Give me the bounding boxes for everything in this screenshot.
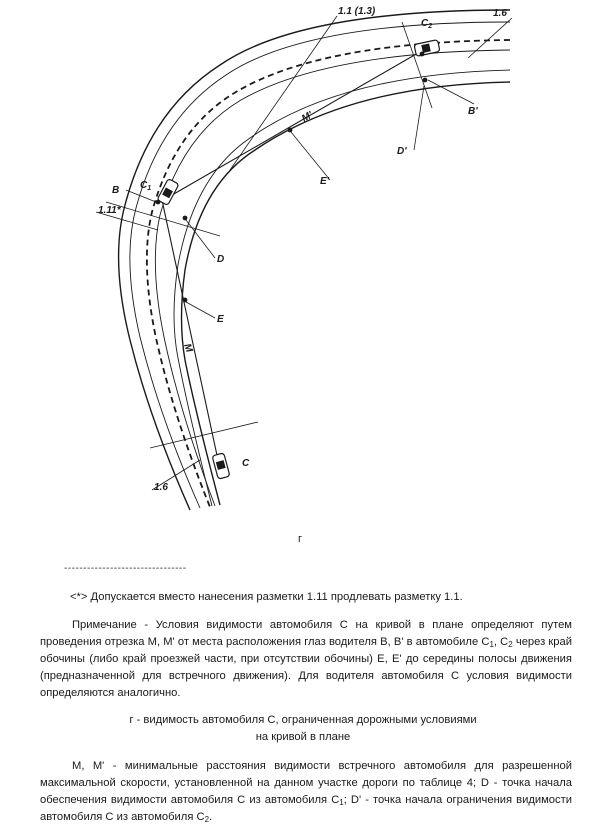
road-outer-shoulder-line [130, 22, 510, 508]
leader-e-prime [291, 132, 330, 180]
cross-line-top [402, 22, 432, 108]
footnote-text: <*> Допускается вместо нанесения разметки 1.11 продлевать разметку 1.1. [70, 591, 463, 603]
label-e-prime: E' [320, 176, 330, 187]
definition-paragraph: M, M' - минимальные расстояния видимости встречного автомобиля для разрешенной максимальной скорости, установленной на данном участке дороги по таблице 4; D - точка начала обеспечения видимости автомобиля C из автомобиля $C_1$; D' - точка начала ограничения видимости автомобиля C из автомобиля $C_2$. [40, 760, 572, 824]
label-marking-bottom: 1.6 [154, 482, 168, 493]
label-b: B [112, 185, 120, 196]
sight-line-m [162, 200, 218, 460]
car-c2 [414, 40, 440, 57]
point-d [183, 216, 188, 221]
road-centre-solid-line [155, 50, 510, 506]
footnote-separator: -------------------------------- [64, 563, 187, 574]
car-c [212, 453, 230, 479]
label-m: M [181, 342, 195, 354]
label-e: E [217, 314, 224, 325]
leader-1-1 [230, 16, 337, 170]
label-marking-top: 1.1 (1.3) [338, 6, 376, 17]
note-paragraph: Примечание - Условия видимости автомобиля C на кривой в плане определяют путем проведения отрезка M, M' от места расположения глаз водителя B, B' в автомобиле $C_1$, $C_2$ через край обочины (либо край проезжей части, при отсутствии обочины) E, E' до середины полосы движения (предназначенной для встречного движения). Для водителя автомобиля C условия видимости определяются аналогично. [40, 619, 572, 699]
point-b [156, 200, 161, 205]
label-c2: $C_2$ [421, 18, 433, 30]
label-c: C [242, 458, 250, 469]
label-b-prime: B' [468, 106, 478, 117]
road-inner-shoulder-line [174, 70, 510, 506]
sight-line-m-prime [160, 53, 418, 202]
road-inner-edge [182, 82, 511, 505]
caption-line-1: г - видимость автомобиля C, ограниченная дорожными условиями [129, 714, 477, 726]
leader-d-prime [414, 86, 424, 150]
car-c1 [157, 179, 179, 206]
leader-e [186, 302, 215, 318]
label-d-prime: D' [397, 146, 407, 157]
leader-1-6-top [468, 18, 512, 58]
point-e [183, 298, 188, 303]
label-m-prime: M' [300, 109, 315, 125]
point-e-prime [288, 128, 293, 133]
figure-letter: г [298, 533, 303, 545]
label-d: D [217, 254, 225, 265]
point-b-prime [420, 52, 425, 57]
label-marking-right: 1.6 [493, 8, 507, 19]
label-marking-left: 1.11* [98, 205, 121, 216]
caption-line-2: на кривой в плане [255, 731, 351, 743]
label-c1: $C_1$ [140, 180, 152, 192]
centre-dashed-line [147, 40, 510, 507]
leader-d [186, 220, 215, 258]
point-d-prime [423, 78, 428, 83]
